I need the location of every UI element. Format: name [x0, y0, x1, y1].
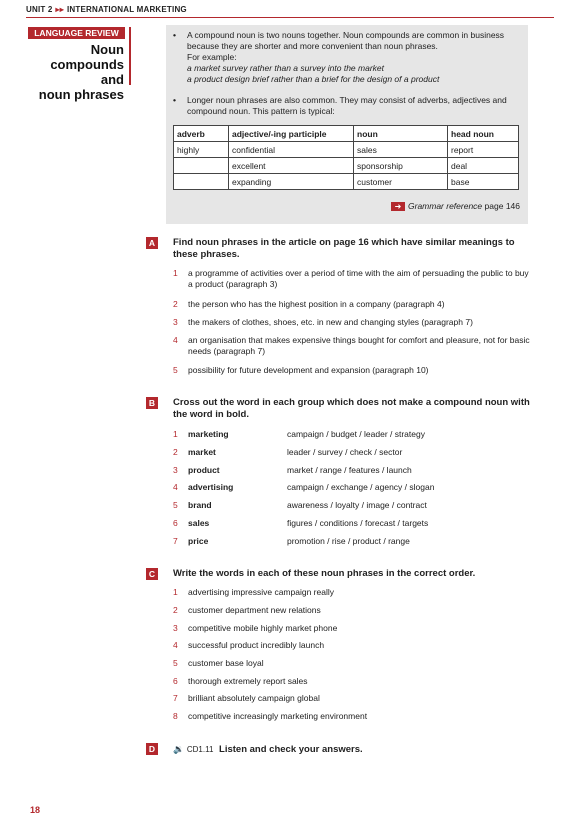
item-text: the makers of clothes, shoes, etc. in new and changing styles (paragraph 7)	[188, 317, 473, 327]
item-number: 5	[173, 500, 178, 510]
list-item	[173, 605, 533, 616]
item-text: the person who has the highest position in a company (paragraph 4)	[188, 299, 445, 309]
exercise-c-instruction: Write the words in each of these noun phrases in the correct order.	[173, 568, 476, 579]
grammar-reference-label: Grammar reference	[408, 201, 483, 211]
item-number: 4	[173, 640, 178, 650]
exercise-letter-b: B	[146, 397, 158, 409]
item-text: successful product incredibly launch	[188, 640, 325, 650]
table-cell: sponsorship	[354, 158, 448, 174]
list-item	[173, 658, 533, 669]
list-item	[173, 623, 533, 634]
item-number: 6	[173, 518, 178, 528]
list-item	[173, 268, 533, 290]
list-item	[173, 640, 533, 651]
section-title-line: noun phrases	[38, 87, 124, 102]
list-item	[173, 676, 533, 687]
word-options: campaign / exchange / agency / slogan	[287, 482, 435, 492]
cd-track-label: CD1.11	[186, 745, 214, 754]
bullet-text: A compound noun is two nouns together. Noun compounds are common in business because they are shorter and more convenient than noun phrases.	[187, 30, 505, 51]
bold-word: market	[188, 447, 216, 457]
word-options: promotion / rise / product / range	[287, 536, 410, 546]
example-text: a product design brief rather than a brief for the design of a product	[187, 74, 440, 84]
item-number: 1	[173, 587, 178, 597]
exercise-letter-c: C	[146, 568, 158, 580]
item-number: 6	[173, 676, 178, 686]
table-cell: sales	[354, 142, 448, 158]
table-header-row	[174, 126, 519, 142]
list-item	[173, 299, 533, 310]
table-cell: excellent	[229, 158, 354, 174]
grammar-reference-page: page 146	[484, 201, 520, 211]
double-arrow-icon: ▸▸	[55, 5, 64, 14]
word-options: leader / survey / check / sector	[287, 447, 403, 457]
item-number: 3	[173, 623, 178, 633]
table-header-cell: adjective/-ing participle	[229, 126, 354, 142]
title-accent-bar	[129, 27, 131, 85]
noun-phrase-pattern-table	[173, 125, 519, 190]
exercise-b-instruction: Cross out the word in each group which does not make a compound noun with the word in bold.	[173, 397, 530, 420]
item-text: an organisation that makes expensive things bought for comfort and pleasure, not for basic needs (paragraph 7)	[188, 335, 530, 356]
section-title-line: compounds and	[50, 57, 124, 87]
table-cell: deal	[448, 158, 519, 174]
item-number: 1	[173, 268, 178, 278]
item-number: 5	[173, 365, 178, 375]
speaker-icon[interactable]: 🔉	[173, 744, 185, 754]
item-text: possibility for future development and expansion (paragraph 10)	[188, 365, 429, 375]
table-header-cell: head noun	[448, 126, 519, 142]
list-item	[173, 711, 533, 722]
table-header-cell: noun	[354, 126, 448, 142]
word-options: market / range / features / launch	[287, 465, 412, 475]
bullet-icon: •	[173, 30, 176, 40]
table-cell: expanding	[229, 174, 354, 190]
example-text: a market survey rather than a survey into the market	[187, 63, 385, 73]
item-number: 2	[173, 605, 178, 615]
language-review-badge: LANGUAGE REVIEW	[28, 27, 125, 39]
exercise-d-text: Listen and check your answers.	[219, 744, 363, 755]
item-number: 4	[173, 482, 178, 492]
grammar-info-box	[166, 25, 528, 224]
table-cell: report	[448, 142, 519, 158]
info-bullet	[173, 95, 513, 117]
list-item	[173, 335, 533, 357]
table-cell: confidential	[229, 142, 354, 158]
example-label: For example:	[187, 52, 237, 62]
item-text: customer department new relations	[188, 605, 321, 615]
bold-word: marketing	[188, 429, 229, 439]
page-number: 18	[30, 805, 41, 815]
item-number: 3	[173, 465, 178, 475]
item-number: 4	[173, 335, 178, 345]
table-cell: base	[448, 174, 519, 190]
info-bullet	[173, 30, 513, 85]
item-text: advertising impressive campaign really	[188, 587, 334, 597]
table-row	[174, 174, 519, 190]
section-title-line: Noun	[90, 42, 124, 57]
table-cell: highly	[174, 142, 229, 158]
unit-topic: INTERNATIONAL MARKETING	[66, 5, 187, 14]
unit-header	[26, 5, 187, 14]
bold-word: advertising	[188, 482, 234, 492]
section-title	[26, 42, 124, 102]
bullet-icon: •	[173, 95, 176, 105]
item-number: 2	[173, 447, 178, 457]
exercise-d-instruction	[173, 743, 363, 756]
item-number: 3	[173, 317, 178, 327]
bold-word: product	[188, 465, 220, 475]
item-text: competitive mobile highly market phone	[188, 623, 338, 633]
item-number: 2	[173, 299, 178, 309]
grammar-reference-link[interactable]	[391, 201, 520, 211]
item-text: competitive increasingly marketing environment	[188, 711, 368, 721]
word-options: figures / conditions / forecast / targets	[287, 518, 429, 528]
table-row	[174, 142, 519, 158]
item-number: 1	[173, 429, 178, 439]
item-number: 7	[173, 693, 178, 703]
item-number: 8	[173, 711, 178, 721]
table-row	[174, 158, 519, 174]
bullet-text: Longer noun phrases are also common. They may consist of adverbs, adjectives and compound noun. This pattern is typical:	[187, 95, 507, 116]
arrow-right-icon: ➜	[391, 202, 405, 211]
table-cell	[174, 174, 229, 190]
exercise-a-instruction: Find noun phrases in the article on page 16 which have similar meanings to these phrases.	[173, 237, 515, 260]
item-text: customer base loyal	[188, 658, 264, 668]
item-number: 5	[173, 658, 178, 668]
list-item	[173, 587, 533, 598]
table-header-cell: adverb	[174, 126, 229, 142]
item-text: a programme of activities over a period of time with the aim of persuading the public to buy a product (paragraph 3)	[188, 268, 529, 289]
table-cell: customer	[354, 174, 448, 190]
unit-number: UNIT 2	[26, 5, 53, 14]
item-text: thorough extremely report sales	[188, 676, 308, 686]
exercise-letter-a: A	[146, 237, 158, 249]
list-item	[173, 693, 533, 704]
word-options: campaign / budget / leader / strategy	[287, 429, 425, 439]
word-options: awareness / loyalty / image / contract	[287, 500, 427, 510]
table-cell	[174, 158, 229, 174]
item-number: 7	[173, 536, 178, 546]
bold-word: price	[188, 536, 209, 546]
bold-word: brand	[188, 500, 212, 510]
exercise-letter-d: D	[146, 743, 158, 755]
item-text: brilliant absolutely campaign global	[188, 693, 320, 703]
list-item	[173, 317, 533, 328]
list-item	[173, 365, 533, 376]
bold-word: sales	[188, 518, 210, 528]
header-divider	[26, 17, 554, 18]
